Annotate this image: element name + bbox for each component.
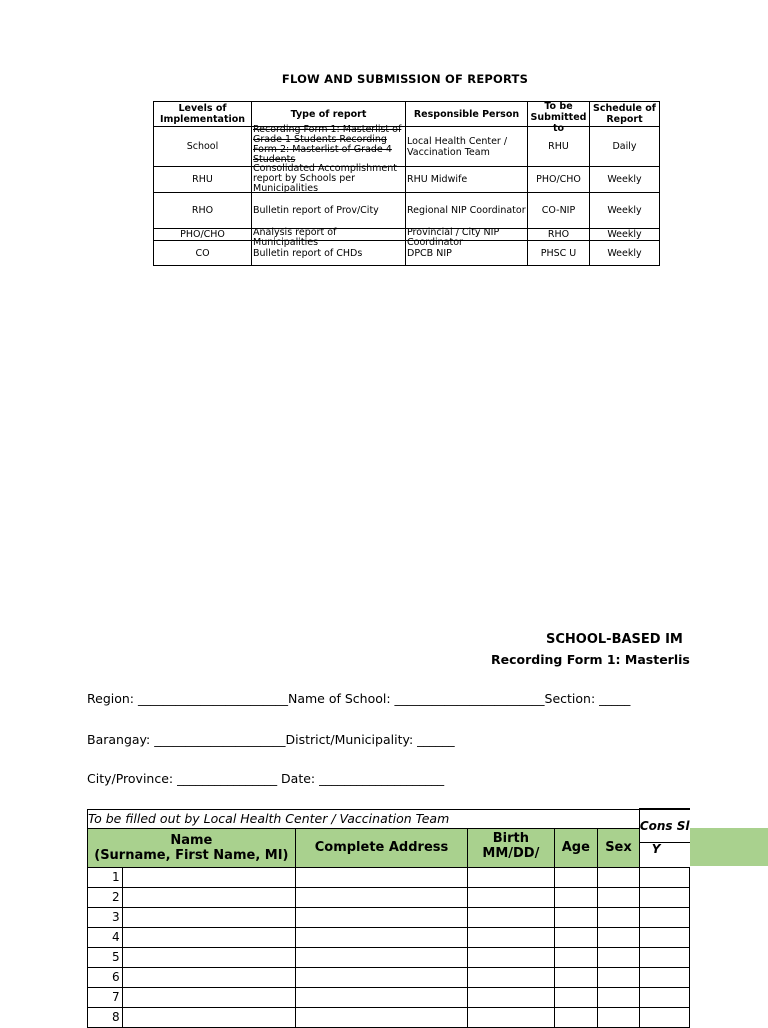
table-row (88, 887, 690, 907)
cell-level: RHU (154, 167, 252, 193)
masterlist-page-title: SCHOOL-BASED IM (546, 632, 683, 647)
cell-person: Local Health Center / Vaccination Team (406, 127, 528, 167)
row-number: 4 (88, 927, 123, 947)
cell-level: School (154, 127, 252, 167)
cell-person: Provincial / City NIP Coordinator (406, 229, 528, 241)
col-header-type: Type of report (252, 102, 406, 127)
sex-cell[interactable] (598, 867, 640, 887)
table-row (88, 987, 690, 1007)
col-header-sex: Sex (598, 828, 640, 867)
sex-cell[interactable] (598, 907, 640, 927)
consent-cell[interactable] (639, 927, 689, 947)
name-cell[interactable] (122, 987, 295, 1007)
cell-schedule: Weekly (590, 229, 660, 241)
cell-person: Regional NIP Coordinator (406, 193, 528, 229)
cell-level: PHO/CHO (154, 229, 252, 241)
address-cell[interactable] (295, 887, 467, 907)
address-cell[interactable] (295, 947, 467, 967)
table-row (154, 167, 660, 193)
sex-cell[interactable] (598, 967, 640, 987)
name-cell[interactable] (122, 907, 295, 927)
age-cell[interactable] (554, 987, 598, 1007)
masterlist-form (0, 600, 690, 1024)
address-cell[interactable] (295, 967, 467, 987)
col-header-person: Responsible Person (406, 102, 528, 127)
birth-cell[interactable] (468, 887, 554, 907)
cell-submitted-to: PHO/CHO (528, 167, 590, 193)
consent-cell[interactable] (639, 867, 689, 887)
birth-cell[interactable] (468, 927, 554, 947)
col-header-name: Name (Surname, First Name, MI) (88, 828, 296, 867)
col-header-submitted-to: To be Submitted to (528, 102, 590, 127)
masterlist-form-subtitle: Recording Form 1: Masterlis (491, 652, 690, 667)
row-number: 6 (88, 967, 123, 987)
cell-schedule: Daily (590, 127, 660, 167)
age-cell[interactable] (554, 1007, 598, 1027)
vaccination-team-note: To be filled out by Local Health Center / Vaccination Team (88, 809, 640, 828)
row-number: 3 (88, 907, 123, 927)
col-header-levels: Levels of Implementation (154, 102, 252, 127)
cell-level: CO (154, 241, 252, 266)
birth-cell[interactable] (468, 967, 554, 987)
name-cell[interactable] (122, 947, 295, 967)
name-cell[interactable] (122, 867, 295, 887)
name-cell[interactable] (122, 967, 295, 987)
birth-cell[interactable] (468, 947, 554, 967)
region-school-section-line: Region: ________________________Name of School: ________________________Section: _____ (87, 691, 631, 706)
table-row (154, 193, 660, 229)
sex-cell[interactable] (598, 887, 640, 907)
age-cell[interactable] (554, 867, 598, 887)
consent-cell[interactable] (639, 1007, 689, 1027)
row-number: 5 (88, 947, 123, 967)
note-row (88, 809, 690, 828)
table-header-row (88, 828, 690, 867)
cell-report-type: Analysis report of Municipalities (252, 229, 406, 241)
col-header-schedule: Schedule of Report (590, 102, 660, 127)
cell-schedule: Weekly (590, 167, 660, 193)
age-cell[interactable] (554, 907, 598, 927)
row-number: 2 (88, 887, 123, 907)
col-header-birth: Birth MM/DD/ (468, 828, 554, 867)
col-header-cut: Cons Sl Y (639, 809, 689, 867)
consent-cell[interactable] (639, 967, 689, 987)
address-cell[interactable] (295, 987, 467, 1007)
table-row (88, 967, 690, 987)
cell-report-type: Bulletin report of CHDs (252, 241, 406, 266)
table-row (154, 127, 660, 167)
sex-cell[interactable] (598, 927, 640, 947)
table-row (88, 907, 690, 927)
cell-submitted-to: CO-NIP (528, 193, 590, 229)
consent-cell[interactable] (639, 907, 689, 927)
row-number: 8 (88, 1007, 123, 1027)
consent-cell[interactable] (639, 887, 689, 907)
age-cell[interactable] (554, 927, 598, 947)
age-cell[interactable] (554, 947, 598, 967)
col-header-age: Age (554, 828, 598, 867)
header-fill-overflow (690, 828, 768, 866)
table-row (88, 927, 690, 947)
cell-schedule: Weekly (590, 193, 660, 229)
table-header-row (154, 102, 660, 127)
birth-cell[interactable] (468, 867, 554, 887)
barangay-district-line: Barangay: _____________________District/Municipality: ______ (87, 732, 455, 747)
name-cell[interactable] (122, 887, 295, 907)
address-cell[interactable] (295, 907, 467, 927)
address-cell[interactable] (295, 867, 467, 887)
birth-cell[interactable] (468, 1007, 554, 1027)
table-row (154, 229, 660, 241)
city-date-line: City/Province: ________________ Date: ____________________ (87, 771, 445, 786)
row-number: 1 (88, 867, 123, 887)
sex-cell[interactable] (598, 1007, 640, 1027)
table-row (88, 867, 690, 887)
cell-submitted-to: RHO (528, 229, 590, 241)
cell-level: RHO (154, 193, 252, 229)
address-cell[interactable] (295, 1007, 467, 1027)
name-cell[interactable] (122, 927, 295, 947)
birth-cell[interactable] (468, 987, 554, 1007)
table-row (88, 947, 690, 967)
age-cell[interactable] (554, 887, 598, 907)
report-flow-table (153, 101, 660, 266)
cell-person: RHU Midwife (406, 167, 528, 193)
report-flow-title: FLOW AND SUBMISSION OF REPORTS (281, 72, 529, 86)
consent-cell[interactable] (639, 947, 689, 967)
cell-person: DPCB NIP (406, 241, 528, 266)
table-row (88, 1007, 690, 1027)
sex-cell[interactable] (598, 987, 640, 1007)
cell-submitted-to: PHSC U (528, 241, 590, 266)
col-header-address: Complete Address (295, 828, 467, 867)
name-cell[interactable] (122, 1007, 295, 1027)
consent-cell[interactable] (639, 987, 689, 1007)
cell-report-type: Bulletin report of Prov/City (252, 193, 406, 229)
birth-cell[interactable] (468, 907, 554, 927)
row-number: 7 (88, 987, 123, 1007)
cell-report-type: Recording Form 1: Masterlist of Grade 1 Students Recording Form 2: Masterlist of Grade 4 Students (252, 127, 406, 167)
address-cell[interactable] (295, 927, 467, 947)
cell-report-type: Consolidated Accomplishment report by Schools per Municipalities (252, 167, 406, 193)
cell-submitted-to: RHU (528, 127, 590, 167)
cell-schedule: Weekly (590, 241, 660, 266)
masterlist-table (87, 808, 690, 1028)
sex-cell[interactable] (598, 947, 640, 967)
age-cell[interactable] (554, 967, 598, 987)
